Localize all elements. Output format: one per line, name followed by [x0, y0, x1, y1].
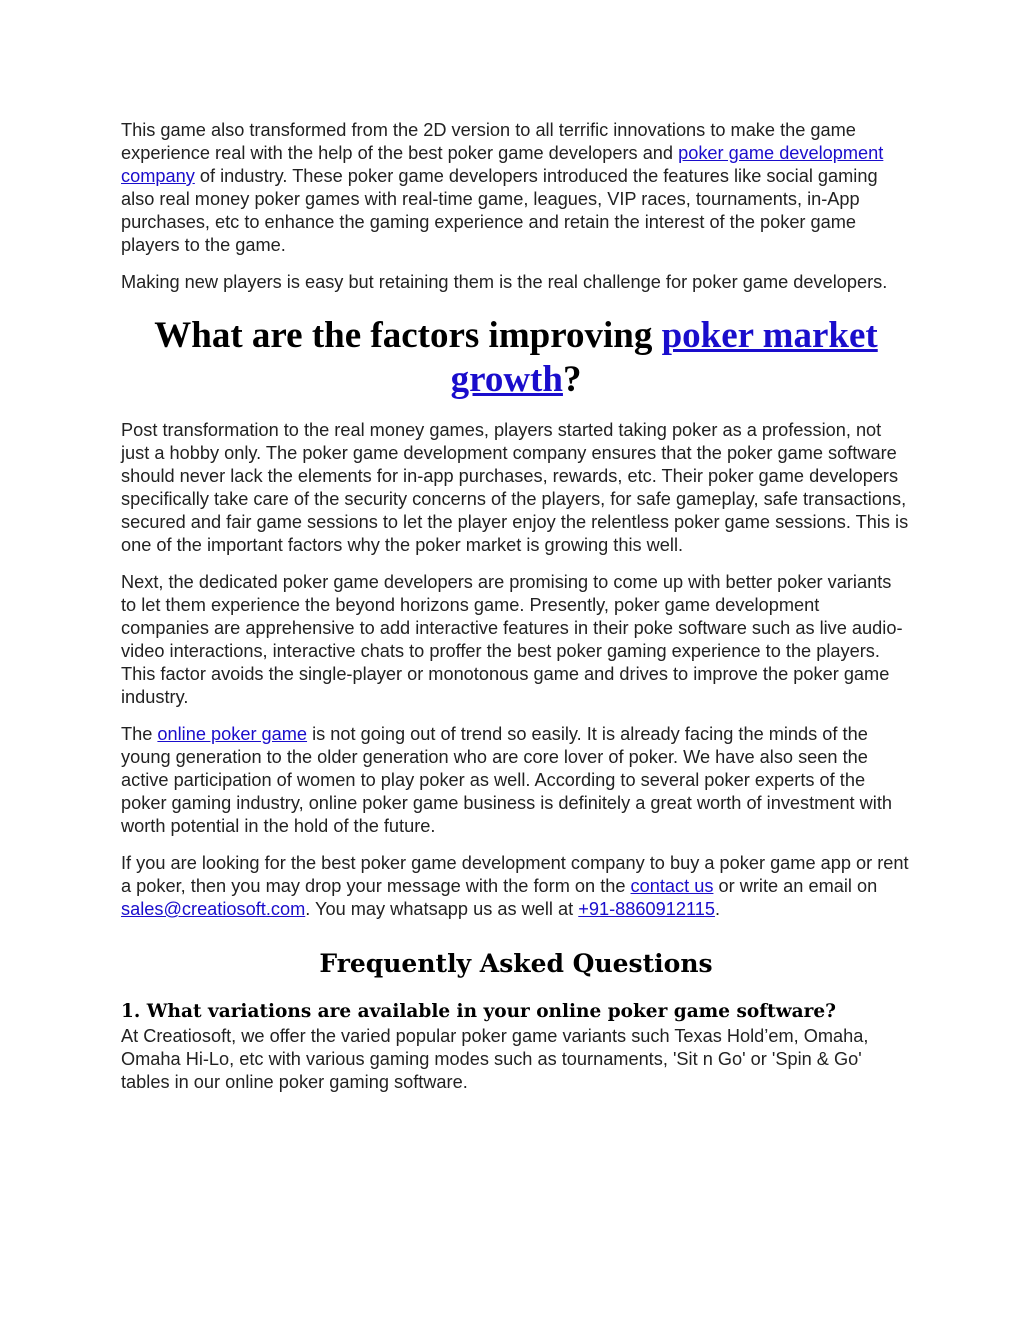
intro-paragraph-1: [121, 119, 911, 257]
online-poker-game-link[interactable]: online poker game: [157, 724, 308, 744]
section-text-4c: . You may whatsapp us as well at: [305, 899, 579, 919]
email-link[interactable]: sales@creatiosoft.com: [121, 899, 306, 919]
intro-text-1b: of industry. These poker game developers introduced the features like social gaming also real money poker games with real-time game, leagues, VIP races, tournaments, in-App purchases, etc to enhance the gaming experience and retain the interest of the poker game players to the game.: [121, 166, 878, 255]
section-text-3a: The: [121, 724, 158, 744]
poker-market-growth-link[interactable]: poker market growth: [450, 315, 878, 400]
section-paragraph-4: [121, 852, 911, 921]
section-text-4d: .: [714, 899, 721, 919]
phone-link[interactable]: +91-8860912115: [578, 899, 715, 919]
section-heading-market-growth: [121, 314, 911, 402]
contact-us-link[interactable]: contact us: [630, 876, 714, 896]
heading-text-b: ?: [562, 359, 582, 400]
faq-answer-1: At Creatiosoft, we offer the varied popular poker game variants such Texas Hold’em, Omaha, Omaha Hi-Lo, etc with various gaming modes such as tournaments, 'Sit n Go' or 'Spin & Go' tables in our online poker gaming software.: [121, 1026, 869, 1092]
heading-text-a: What are the factors improving: [154, 315, 662, 356]
faq-question-1: 1. What variations are available in your online poker game software?: [121, 1001, 836, 1022]
section-text-3b: is not going out of trend so easily. It is already facing the minds of the young generation to the older generation who are core lover of poker. We have also seen the active participation of women to play poker as well. According to several poker experts of the poker gaming industry, online poker game business is definitely a great worth of investment with worth potential in the hold of the future.: [121, 724, 893, 836]
section-paragraph-2: Next, the dedicated poker game developers are promising to come up with better poker variants to let them experience the beyond horizons game. Presently, poker game development companies are apprehensive to add interactive features in their poke software such as live audio-video interactions, interactive chats to proffer the best poker gaming experience to the players. This factor avoids the single-player or monotonous game and drives to improve the poker game industry.: [121, 572, 903, 707]
poker-game-development-company-link[interactable]: poker game development company: [121, 143, 884, 186]
intro-paragraph-2: Making new players is easy but retaining them is the real challenge for poker game developers.: [121, 272, 888, 292]
intro-text-1a: This game also transformed from the 2D version to all terrific innovations to make the game experience real with the help of the best poker game developers and: [121, 120, 856, 163]
section-text-4b: or write an email on: [713, 876, 878, 896]
faq-heading: Frequently Asked Questions: [319, 949, 713, 978]
section-paragraph-1: Post transformation to the real money games, players started taking poker as a profession, not just a hobby only. The poker game development company ensures that the poker game software should never lack the elements for in-app purchases, rewards, etc. Their poker game developers specifically take care of the security concerns of the players, for safe gameplay, safe transactions, secured and fair game sessions to let the player enjoy the relentless poker game sessions. This is one of the important factors why the poker market is growing this well.: [121, 420, 909, 555]
section-text-4a: If you are looking for the best poker game development company to buy a poker game app or rent a poker, then you may drop your message with the form on the: [121, 853, 909, 896]
section-paragraph-3: [121, 723, 911, 838]
document-page: [121, 119, 911, 1108]
